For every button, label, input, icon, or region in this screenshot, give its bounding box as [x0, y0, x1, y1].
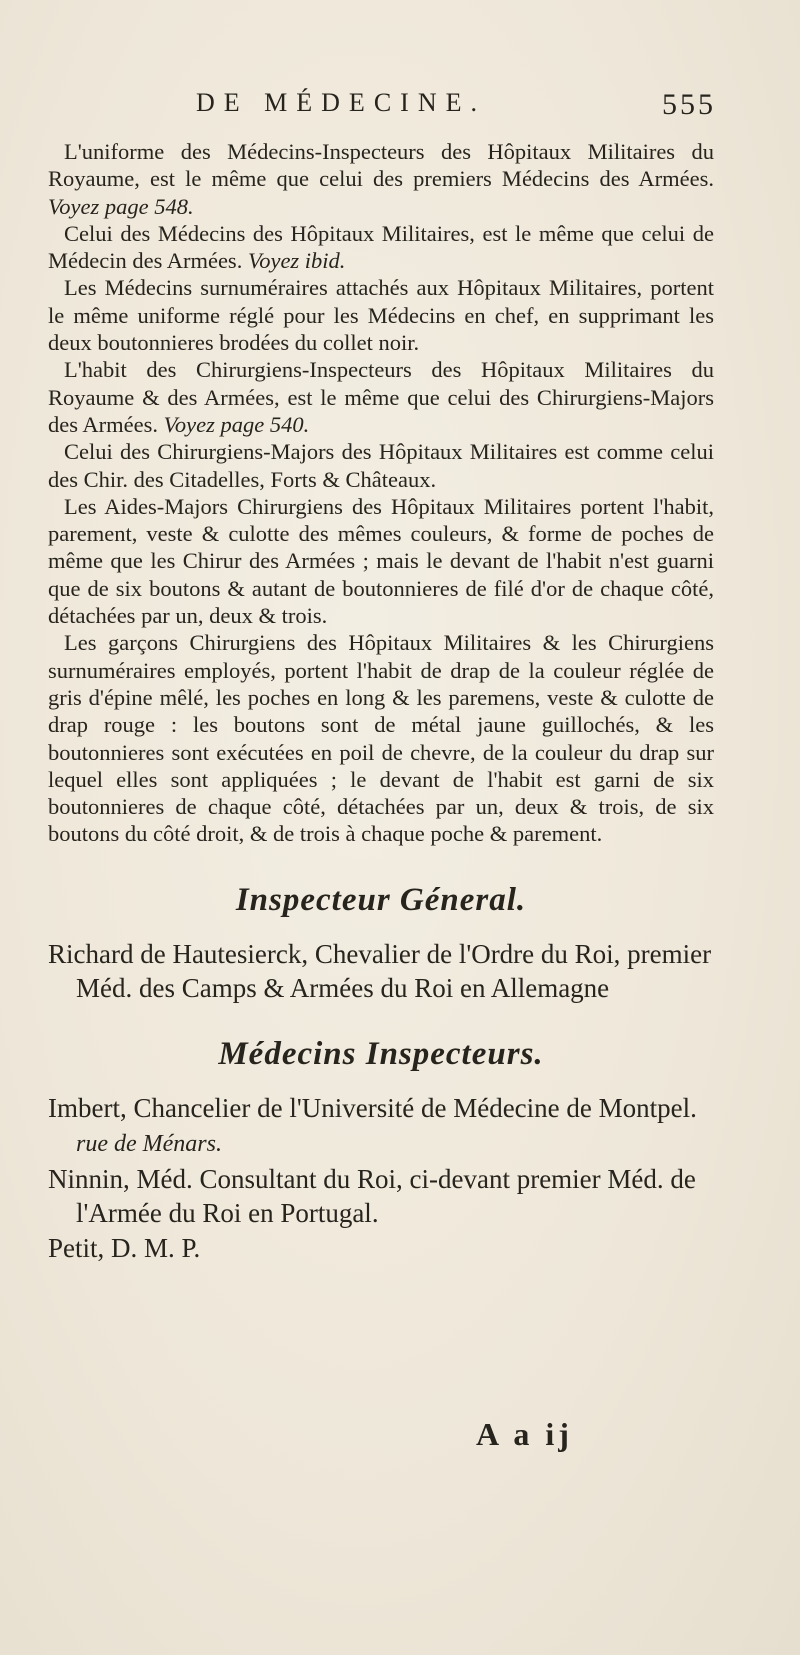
list-entry: Petit, D. M. P. [48, 1232, 201, 1263]
paragraph-text: Les garçons Chirurgiens des Hôpitaux Militaires & les Chirurgiens surnuméraires employés, portent l'habit de drap de la couleur réglée de gris d'épine mêlé, les poches en long & les paremens, veste & culotte de drap rouge : les boutons sont de métal jaune guillochés, & les boutonnieres sont exécutées en poil de chevre, de la couleur du drap sur lequel elles sont appliquées ; le devant de l'habit est garni de six boutonnieres de chaque côté, détachées par un, deux & trois, de six boutons du côté droit, & de trois à chaque poche & parement. [48, 630, 714, 847]
signature-mark: A a ij [476, 1416, 573, 1452]
page-number: 555 [662, 88, 716, 121]
paragraph-text: Celui des Chirurgiens-Majors des Hôpitaux Militaires est comme celui des Chir. des Citadelles, Forts & Châteaux. [48, 439, 714, 492]
paragraph-text: L'uniforme des Médecins-Inspecteurs des Hôpitaux Militaires du Royaume, est le même que celui des premiers Médecins des Armées. [48, 139, 714, 192]
entry-name: Imbert, Chancelier de l'Université de Médecine de Montpel. [48, 1092, 697, 1123]
cross-reference: Voyez page 540. [163, 411, 310, 437]
list-entry [48, 1091, 714, 1162]
running-title: DE MÉDECINE. [196, 88, 486, 117]
paragraph [48, 438, 714, 493]
list-entry: Ninnin, Méd. Consultant du Roi, ci-devant premier Méd. de l'Armée du Roi en Portugal. [48, 1163, 696, 1229]
list-entry: Richard de Hautesierck, Chevalier de l'Ordre du Roi, premier Méd. des Camps & Armées du Roi en Allemagne [48, 938, 712, 1004]
paragraph [48, 629, 714, 847]
paragraph-text: L'habit des Chirurgiens-Inspecteurs des Hôpitaux Militaires du Royaume & des Armées, est le même que celui des Chirurgiens-Majors des Armées. [48, 357, 714, 437]
cross-reference: Voyez page 548. [48, 193, 194, 219]
paragraph [48, 220, 714, 275]
entry-address: rue de Ménars. [76, 1131, 222, 1158]
paragraph [48, 493, 714, 629]
paragraph-text: Les Aides-Majors Chirurgiens des Hôpitaux Militaires portent l'habit, parement, veste & culotte des mêmes couleurs, & forme de poches de même que les Chirur des Armées ; mais le devant de l'habit n'est guarni que de six boutons & autant de boutonnieres de filé d'or de chaque côté, détachées par un, deux & trois. [48, 493, 714, 629]
section-heading-medecins-inspecteurs: Médecins Inspecteurs. [218, 1035, 544, 1072]
running-head [196, 88, 716, 136]
paragraph-text: Celui des Médecins des Hôpitaux Militaires, est le même que celui de Médecin des Armées. [48, 220, 714, 274]
paragraph [48, 356, 714, 438]
section-heading-inspecteur-general: Inspecteur Géneral. [235, 881, 527, 918]
paragraph [48, 138, 714, 220]
page-body [48, 138, 714, 1265]
paragraph-text: Les Médecins surnuméraires attachés aux Hôpitaux Militaires, portent le même uniforme réglé pour les Médecins en chef, en supprimant les deux boutonnieres brodées du collet noir. [48, 275, 714, 356]
paragraph [48, 274, 714, 356]
cross-reference: Voyez ibid. [247, 248, 346, 274]
